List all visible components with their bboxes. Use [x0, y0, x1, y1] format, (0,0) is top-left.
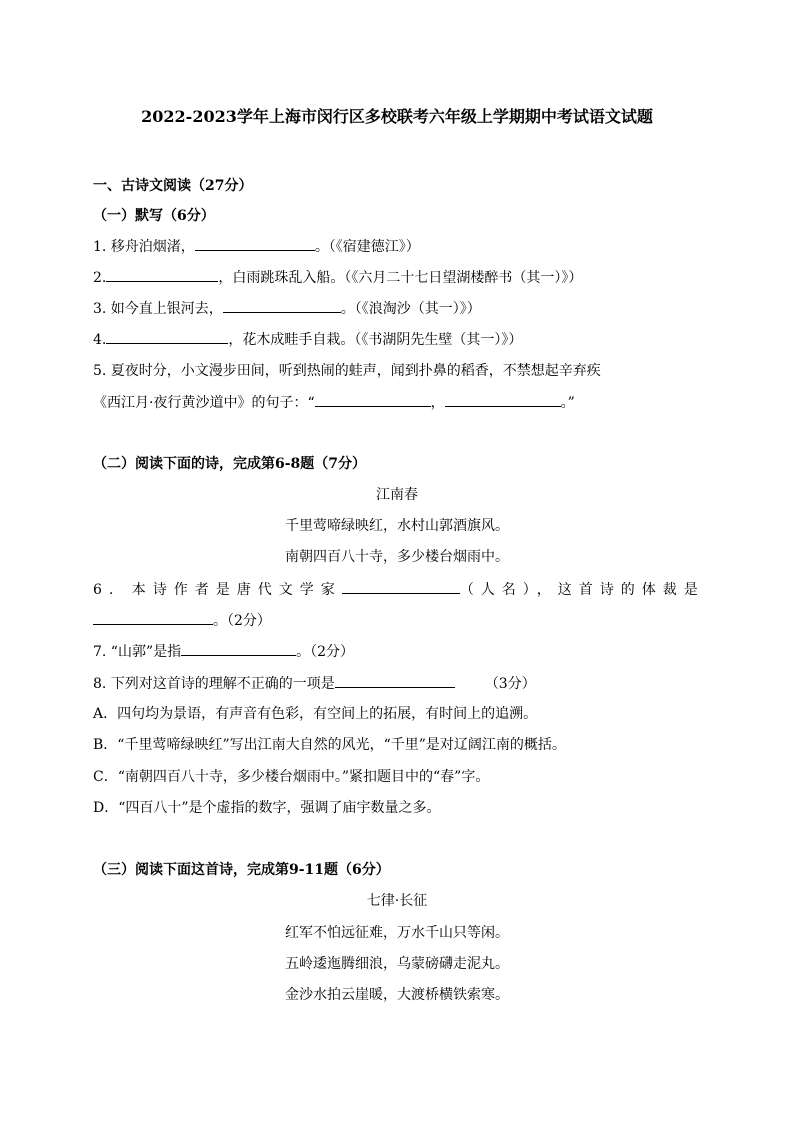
- poem-2-line-3: 金沙水拍云崖暖，大渡桥横铁索寒。: [285, 987, 509, 1003]
- q2-number: 2.: [93, 270, 107, 286]
- q8-option-c: C．“南朝四百八十寺，多少楼台烟雨中。”紧扣题目中的“春”字。: [93, 769, 490, 785]
- q5-end: 。”: [560, 395, 575, 411]
- question-6-line-2: [93, 610, 271, 631]
- q1-source: 。（《宿建德江》）: [314, 239, 420, 255]
- poem-2-line-1: 红军不怕远征难，万水千山只等闲。: [285, 925, 509, 941]
- q6-answer-blank-2[interactable]: [93, 610, 213, 625]
- q8-option-b: B．“千里莺啼绿映红”写出江南大自然的风光，“千里”是对辽阔江南的概括。: [93, 737, 566, 753]
- q6-text: 6. 本诗作者是唐代文学家: [93, 582, 342, 598]
- part-1-heading: （一）默写（6分）: [93, 208, 215, 224]
- q3-text: 3. 如今直上银河去，: [93, 301, 223, 317]
- q8-text: 8. 下列对这首诗的理解不正确的一项是: [93, 676, 335, 692]
- part-2-heading: （二）阅读下面的诗，完成第6-8题（7分）: [93, 456, 367, 472]
- question-8: [93, 673, 536, 694]
- question-7: [93, 641, 354, 662]
- q7-text: 7. “山郭”是指: [93, 644, 182, 660]
- q6-score: 。（2分）: [213, 613, 271, 629]
- q1-answer-blank[interactable]: [195, 236, 315, 251]
- q7-answer-blank[interactable]: [181, 641, 296, 656]
- poem-2-line-2: 五岭逶迤腾细浪，乌蒙磅礴走泥丸。: [285, 956, 509, 972]
- question-5-line-1: 5. 夏夜时分，小文漫步田间，听到热闹的蛙声，闻到扑鼻的稻香，不禁想起辛弃疾: [93, 363, 601, 379]
- q8-answer-blank[interactable]: [335, 673, 455, 688]
- q4-answer-blank[interactable]: [106, 329, 228, 344]
- q4-number: 4.: [93, 332, 107, 348]
- exam-title: 2022-2023学年上海市闵行区多校联考六年级上学期期中考试语文试题: [141, 107, 653, 126]
- question-4: [93, 329, 522, 350]
- poem-1-line-1: 千里莺啼绿映红，水村山郭酒旗风。: [285, 518, 509, 534]
- q1-text: 1. 移舟泊烟渚，: [93, 239, 195, 255]
- q7-score: 。（2分）: [296, 644, 355, 660]
- section-1-heading: 一、古诗文阅读（27分）: [93, 178, 253, 194]
- q8-option-d: D．“四百八十”是个虚指的数字，强调了庙宇数量之多。: [93, 800, 441, 816]
- q3-source: 。（《浪淘沙（其一）》）: [340, 301, 481, 317]
- poem-1-line-2: 南朝四百八十寺，多少楼台烟雨中。: [285, 549, 509, 565]
- question-1: [93, 236, 420, 257]
- poem-2-title: 七律·长征: [366, 893, 428, 909]
- question-5-line-2: [93, 392, 575, 413]
- q3-answer-blank[interactable]: [223, 298, 341, 313]
- q2-text: ，白雨跳珠乱入船。（《六月二十七日望湖楼醉书（其一）》）: [218, 270, 583, 286]
- q6-answer-blank-1[interactable]: [342, 579, 460, 594]
- q5-answer-blank-1[interactable]: [315, 392, 431, 407]
- q8-option-a: A．四句均为景语，有声音有色彩，有空间上的拓展，有时间上的追溯。: [93, 706, 538, 722]
- question-2: [93, 267, 582, 288]
- q4-text: ，花木成畦手自栽。（《书湖阴先生壁（其一）》）: [228, 332, 523, 348]
- question-3: [93, 298, 481, 319]
- q5-answer-blank-2[interactable]: [445, 392, 561, 407]
- part-3-heading: （三）阅读下面这首诗，完成第9-11题（6分）: [93, 862, 390, 878]
- q2-answer-blank[interactable]: [106, 267, 218, 282]
- question-6-line-1: [93, 579, 705, 600]
- poem-1-title: 江南春: [376, 487, 418, 503]
- q5-source: 《西江月·夜行黄沙道中》的句子：“: [93, 395, 315, 411]
- q6-mid-text: （人名），这首诗的体裁是: [459, 582, 705, 598]
- q5-comma: ，: [430, 395, 445, 411]
- q8-score: （3分）: [484, 676, 536, 692]
